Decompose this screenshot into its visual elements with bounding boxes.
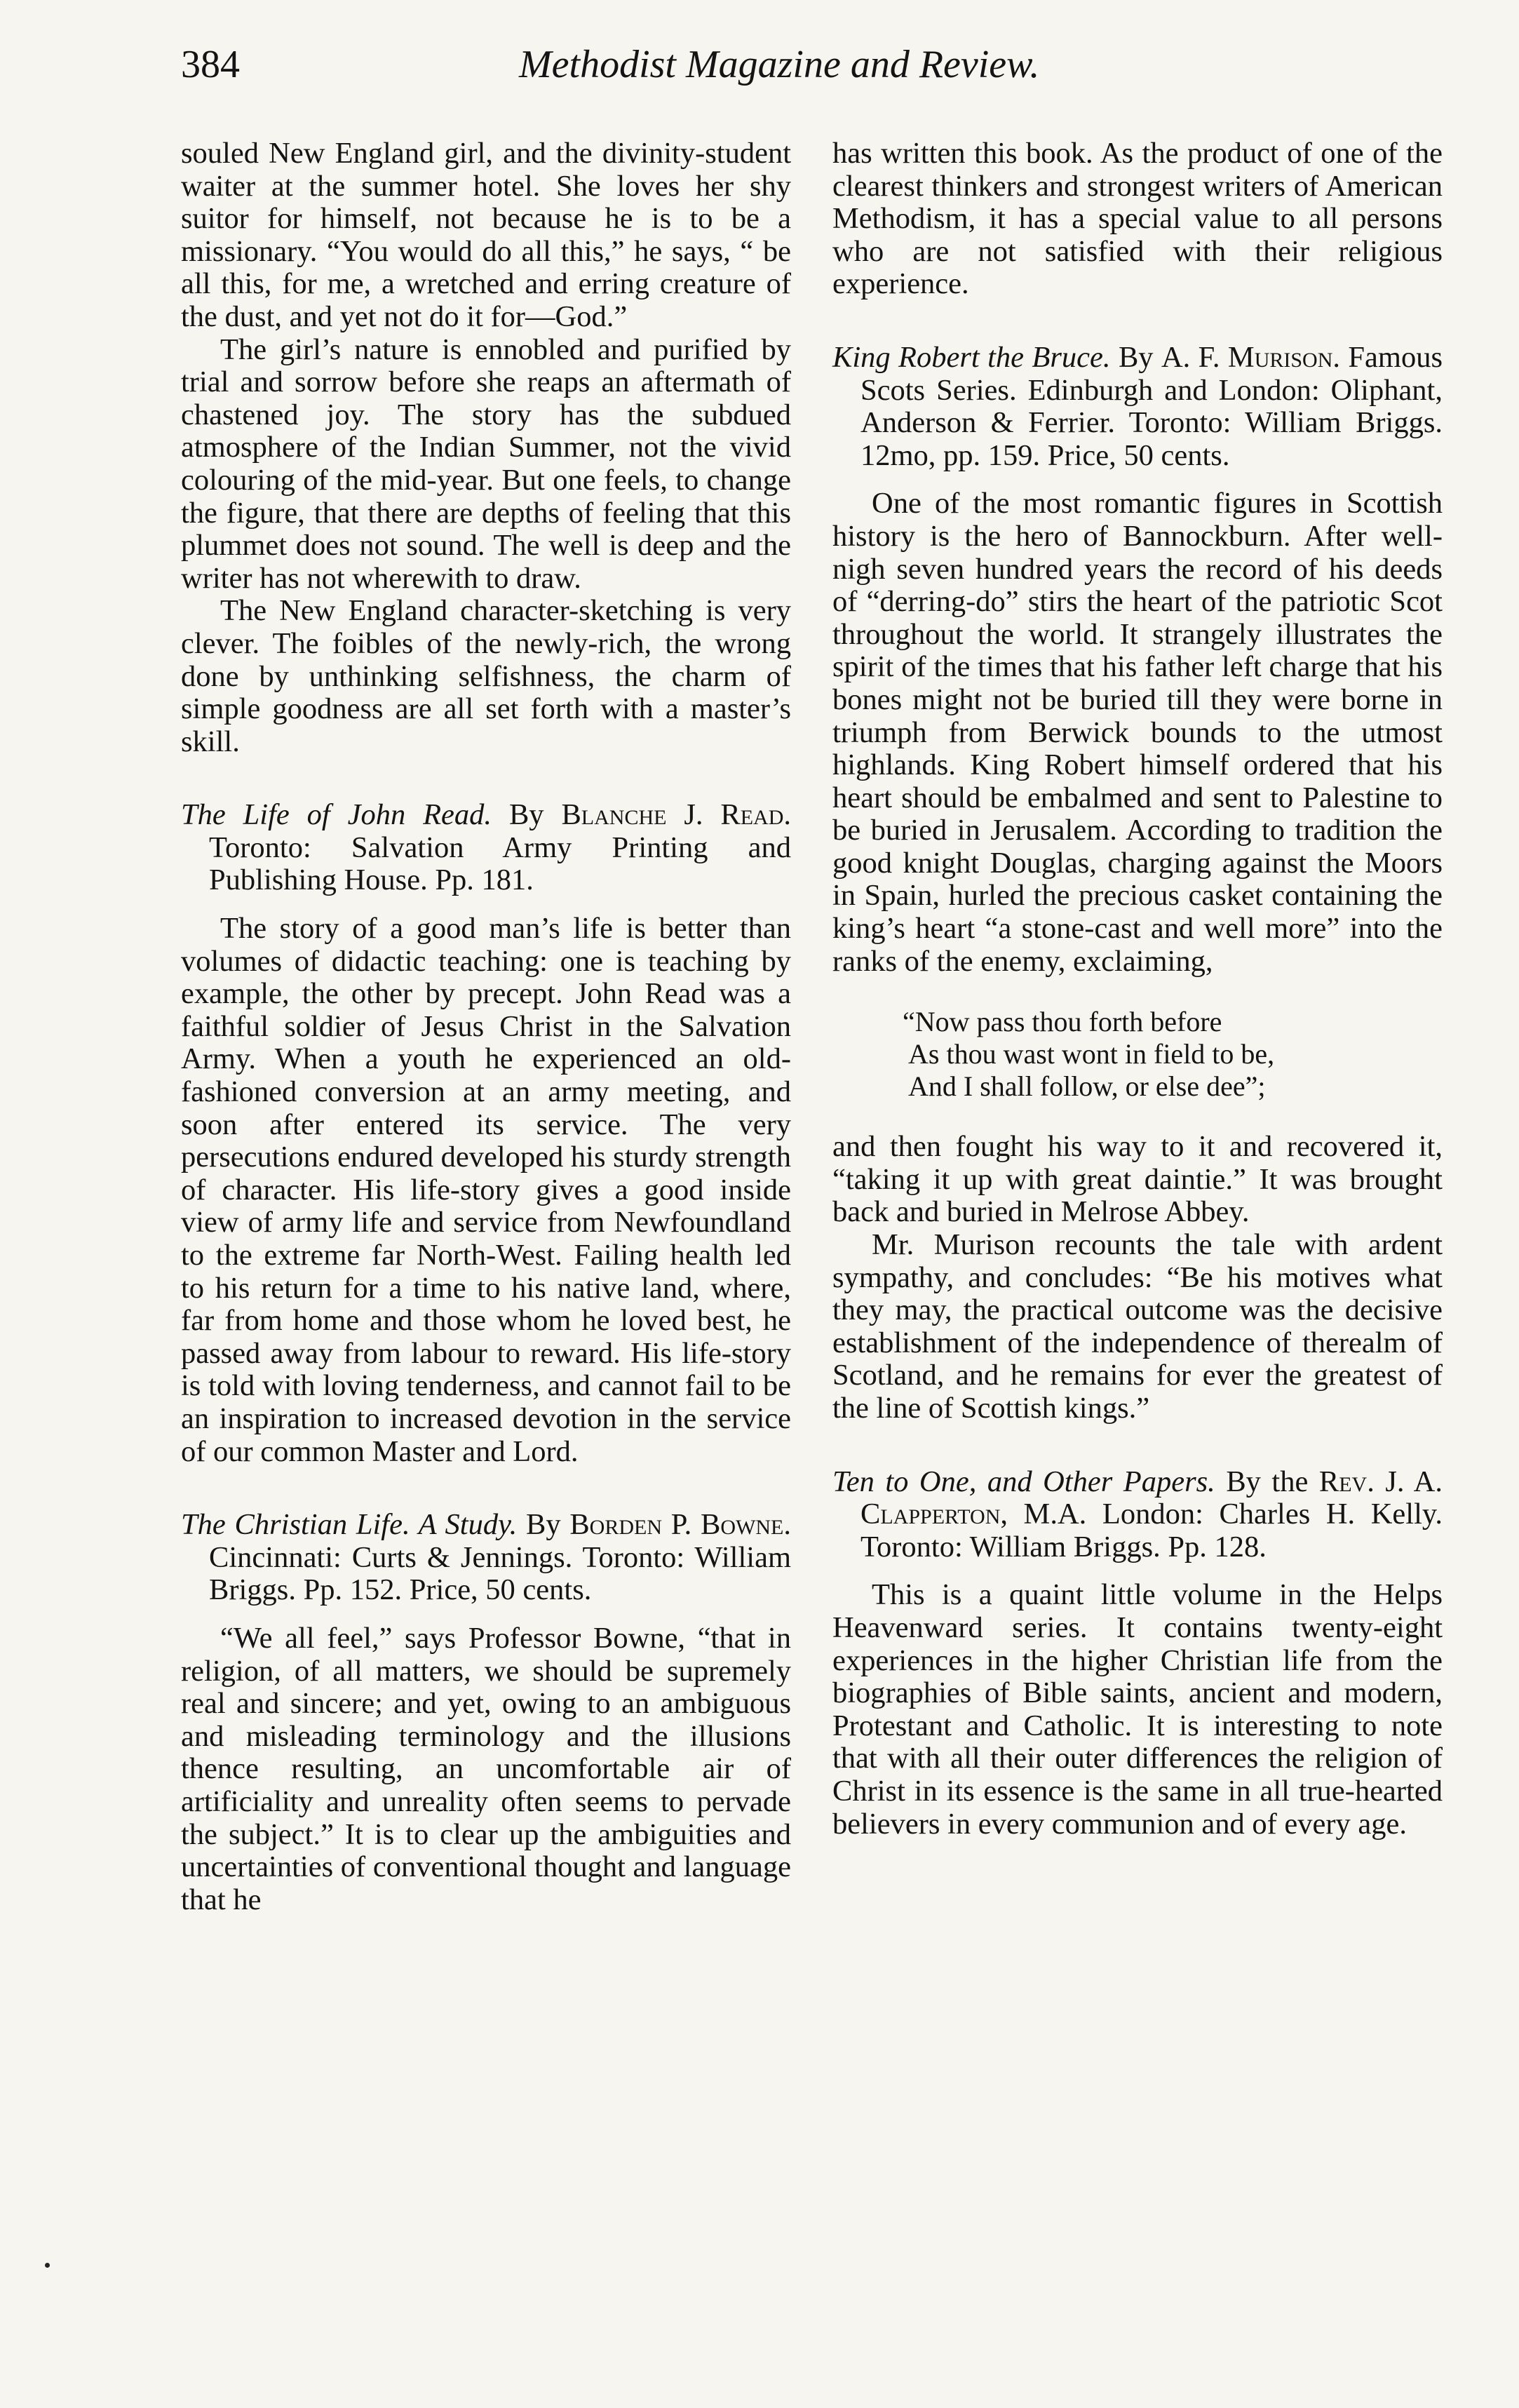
- running-title: Methodist Magazine and Review.: [519, 43, 1040, 86]
- verse-line: “Now pass thou forth before: [903, 1006, 1222, 1038]
- book-publication: Cincinnati: Curts & Jennings. Toronto: William Briggs. Pp. 152. Price, 50 cents.: [209, 1540, 791, 1607]
- left-column: [181, 137, 791, 1916]
- ink-speck: [45, 2263, 50, 2268]
- by-word: By: [525, 1508, 561, 1542]
- book-author: Borden P. Bowne.: [569, 1508, 791, 1542]
- paragraph: and then fought his way to it and recovered it, “taking it up with great daintie.” It was brought back and buried in Melrose Abbey.: [832, 1130, 1443, 1229]
- paragraph: has written this book. As the product of one of the clearest thinkers and strongest writers of American Methodism, it has a special value to all persons who are not satisfied with their religious experience.: [832, 137, 1443, 301]
- review-heading-christian-life: [181, 1509, 791, 1607]
- paragraph: This is a quaint little volume in the Helps Heavenward series. It contains twenty-eight experiences in the higher Christian life from the biographies of Bible saints, ancient and modern, Protestant and Catholic. It is interesting to note that with all their outer differences the religion of Christ in its essence is the same in all true-hearted believers in every communion and of every age.: [832, 1578, 1443, 1841]
- verse-quotation: [903, 1006, 1443, 1103]
- book-author: Rev. J. A. Clapperton, M.A.: [860, 1465, 1443, 1531]
- running-header: [0, 42, 1519, 98]
- by-word: By: [1118, 340, 1154, 374]
- book-title: The Christian Life. A Study.: [181, 1508, 518, 1542]
- verse-line: As thou wast wont in field to be,: [908, 1038, 1275, 1070]
- review-heading-john-read: [181, 799, 791, 897]
- by-word: By the: [1226, 1465, 1309, 1498]
- book-publication: Famous Scots Series. Edinburgh and London: Oliphant, Anderson & Ferrier. Toronto: William Briggs. 12mo, pp. 159. Price, 50 cents.: [860, 340, 1443, 472]
- book-publication: Toronto: Salvation Army Printing and Publishing House. Pp. 181.: [209, 830, 791, 897]
- page-number: 384: [181, 43, 240, 86]
- book-title: The Life of John Read.: [181, 798, 492, 832]
- review-heading-robert-bruce: [832, 342, 1443, 472]
- book-publication: London: Charles H. Kelly. Toronto: William Briggs. Pp. 128.: [860, 1498, 1443, 1563]
- verse-line: And I shall follow, or else dee”;: [908, 1070, 1266, 1103]
- book-author: Blanche J. Read.: [561, 798, 792, 832]
- right-column: [832, 137, 1443, 1841]
- review-heading-ten-to-one: [832, 1466, 1443, 1564]
- book-title: King Robert the Bruce.: [832, 340, 1111, 374]
- by-word: By: [508, 798, 544, 832]
- paragraph: souled New England girl, and the divinity-student waiter at the summer hotel. She loves her shy suitor for himself, not because he is to be a missionary. “You would do all this,” he says, “ be all this, for me, a wretched and erring creature of the dust, and yet not do it for—God.”: [181, 137, 791, 333]
- paragraph: The girl’s nature is ennobled and purified by trial and sorrow before she reaps an aftermath of chastened joy. The story has the subdued atmosphere of the Indian Summer, not the vivid colouring of the mid-year. But one feels, to change the figure, that there are depths of feeling that this plummet does not sound. The well is deep and the writer has not wherewith to draw.: [181, 332, 791, 595]
- paragraph: One of the most romantic figures in Scottish history is the hero of Bannockburn. After well-nigh seven hundred years the record of his deeds of “derring-do” stirs the heart of the patriotic Scot throughout the world. It strangely illustrates the spirit of the times that his father left charge that his bones might not be buried till they were borne in triumph from Berwick bounds to the utmost highlands. King Robert himself ordered that his heart should be embalmed and sent to Palestine to be buried in Jerusalem. According to tradition the good knight Douglas, charging against the Moors in Spain, hurled the precious casket containing the king’s heart “a stone-cast and well more” into the ranks of the enemy, exclaiming,: [832, 487, 1443, 978]
- book-author: A. F. Murison.: [1161, 340, 1341, 374]
- paragraph: “We all feel,” says Professor Bowne, “that in religion, of all matters, we should be supremely real and sincere; and yet, owing to an ambiguous and misleading terminology and the illusions thence resulting, an uncomfortable air of artificiality and unreality often seems to pervade the subject.” It is to clear up the ambiguities and uncertainties of conventional thought and language that he: [181, 1621, 791, 1916]
- book-title: Ten to One, and Other Papers.: [832, 1465, 1215, 1498]
- paragraph: The New England character-sketching is very clever. The foibles of the newly-rich, the wrong done by unthinking selfishness, the charm of simple goodness are all set forth with a master’s skill.: [181, 594, 791, 758]
- paragraph: The story of a good man’s life is better than volumes of didactic teaching: one is teaching by example, the other by precept. John Read was a faithful soldier of Jesus Christ in the Salvation Army. When a youth he experienced an old-fashioned conversion at an army meeting, and soon after entered its service. The very persecutions endured developed his sturdy strength of character. His life-story gives a good inside view of army life and service from Newfoundland to the extreme far North-West. Failing health led to his return for a time to his native land, where, far from home and those whom he loved best, he passed away from labour to reward. His life-story is told with loving tenderness, and cannot fail to be an inspiration to increased devotion in the service of our common Master and Lord.: [181, 912, 791, 1468]
- paragraph: Mr. Murison recounts the tale with ardent sympathy, and concludes: “Be his motives what they may, the practical outcome was the decisive establishment of the independence of therealm of Scotland, and he remains for ever the greatest of the line of Scottish kings.”: [832, 1228, 1443, 1425]
